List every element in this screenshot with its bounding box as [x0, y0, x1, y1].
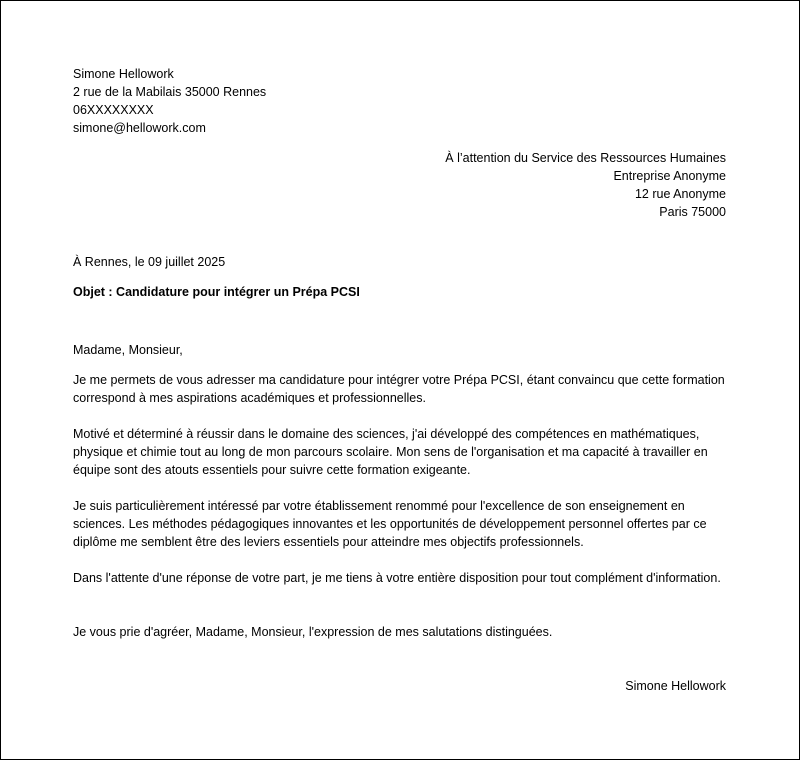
- signature: Simone Hellowork: [625, 679, 726, 693]
- letter-subject: Objet : Candidature pour intégrer un Prépa PCSI: [73, 285, 360, 299]
- body-paragraph-1: Je me permets de vous adresser ma candidature pour intégrer votre Prépa PCSI, étant convaincu que cette formation correspond à mes aspirations académiques et professionnelles.: [73, 373, 725, 405]
- body-paragraph-2: Motivé et déterminé à réussir dans le domaine des sciences, j'ai développé des compétences en mathématiques, physique et chimie tout au long de mon parcours scolaire. Mon sens de l'organisation et ma capacité à travailler en équipe sont des atouts essentiels pour suivre cette formation exigeante.: [73, 427, 708, 477]
- place-date: À Rennes, le 09 juillet 2025: [73, 255, 226, 269]
- sender-phone: 06XXXXXXXX: [73, 103, 154, 117]
- recipient-company: Entreprise Anonyme: [613, 169, 726, 183]
- closing-formula: Je vous prie d'agréer, Madame, Monsieur, l'expression de mes salutations distinguées.: [73, 625, 553, 639]
- recipient-attention: À l’attention du Service des Ressources Humaines: [445, 151, 726, 165]
- recipient-city: Paris 75000: [659, 205, 726, 219]
- body-paragraph-3: Je suis particulièrement intéressé par votre établissement renommé pour l'excellence de son enseignement en sciences. Les méthodes pédagogiques innovantes et les opportunités de développement personnel offertes par ce diplôme me semblent être des leviers essentiels pour atteindre mes objectifs professionnels.: [73, 499, 707, 549]
- body-paragraph-4: Dans l'attente d'une réponse de votre part, je me tiens à votre entière disposition pour tout complément d'information.: [73, 571, 721, 585]
- sender-address: 2 rue de la Mabilais 35000 Rennes: [73, 85, 267, 99]
- recipient-street: 12 rue Anonyme: [634, 187, 726, 201]
- salutation: Madame, Monsieur,: [73, 343, 183, 357]
- sender-email: simone@hellowork.com: [73, 121, 206, 135]
- sender-name: Simone Hellowork: [73, 67, 174, 81]
